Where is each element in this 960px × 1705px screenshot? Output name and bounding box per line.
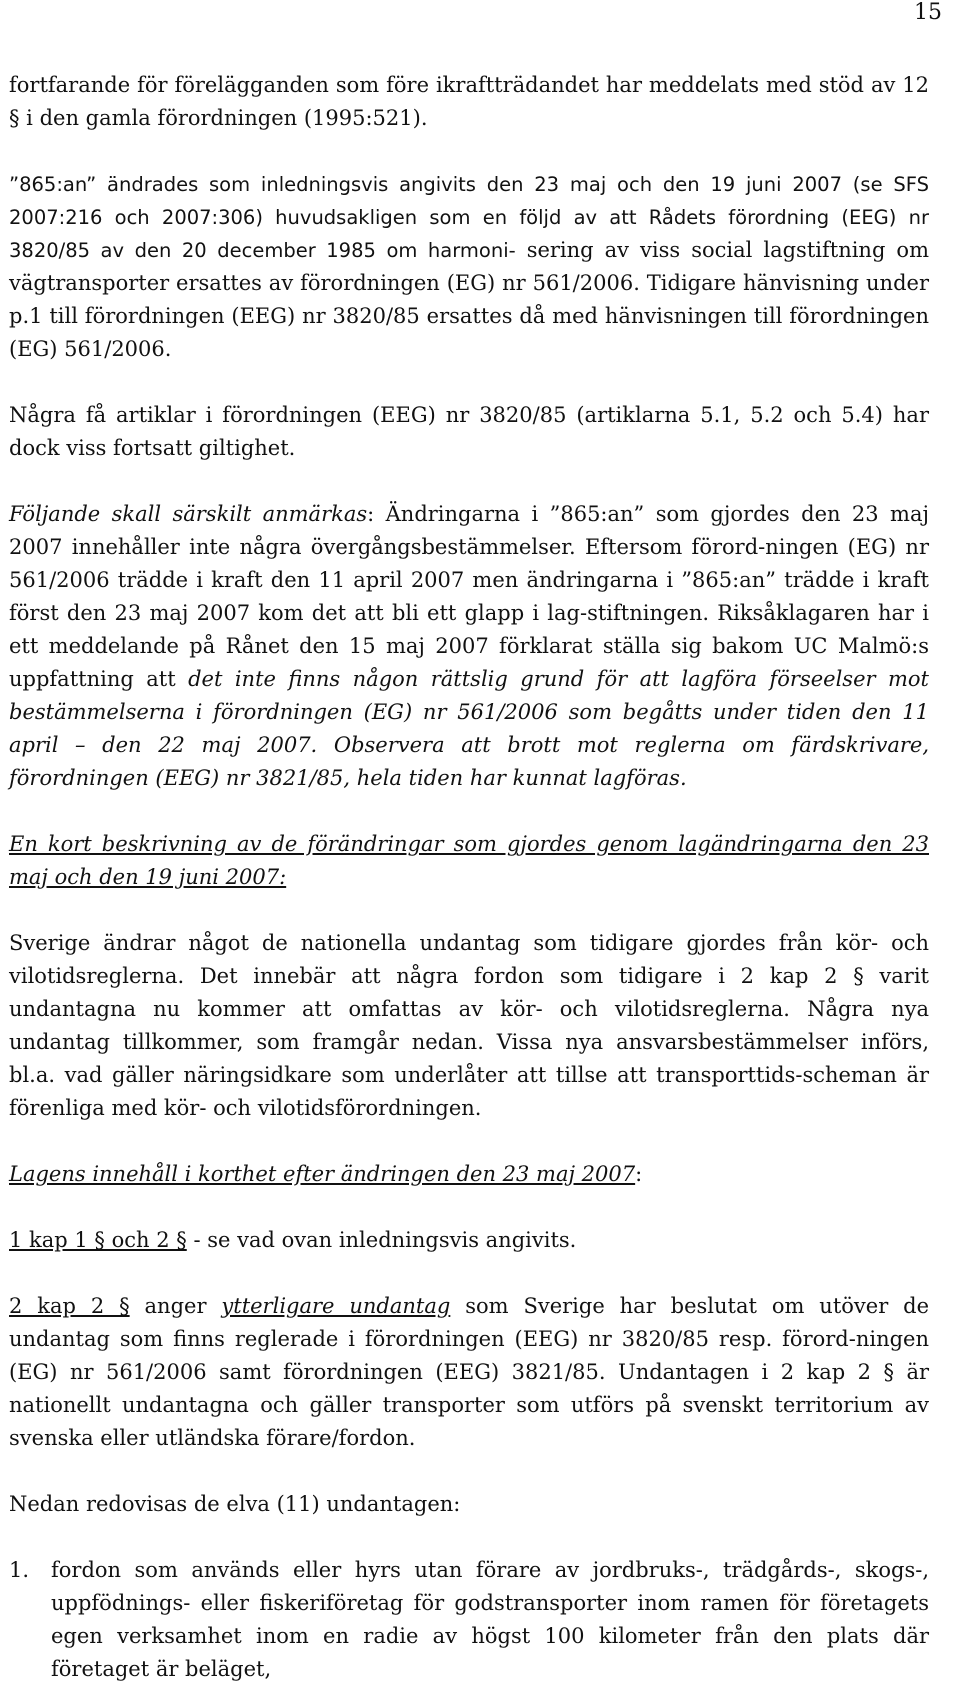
section-heading-changes: En kort beskrivning av de förändringar som gjordes genom lagändringarna den 23 maj och den 19 juni 2007: <box>9 832 929 889</box>
document-body <box>9 69 929 1686</box>
paragraph-sweden-changes: Sverige ändrar något de nationella undantag som tidigare gjordes från kör- och vilotidsreglerna. Det innebär att några fordon som tidigare i 2 kap 2 § varit undantagna nu kommer att omfattas av kör- och vilotidsreglerna. Några nya undantag tillkommer, som framgår nedan. Vissa nya ansvarsbestämmelser införs, bl.a. vad gäller näringsidkare som underlåter att tillse att transporttids-scheman är förenliga med kör- och vilotidsförordningen. <box>9 931 929 1120</box>
chapter-2-anger: anger <box>129 1294 222 1318</box>
note-lead: Följande skall särskilt anmärkas <box>9 502 368 526</box>
note-italic-quote: det inte finns någon rättslig grund för att lagföra förseelser mot bestämmelserna i förordningen (EG) nr 561/2006 som begåtts under tiden den 11 april – den 22 maj 2007. Observera att brott mot reglerna om färdskrivare, förordningen (EEG) nr 3821/85, hela tiden har kunnat lagföras. <box>9 667 929 790</box>
paragraph-chapter-1 <box>9 1224 929 1257</box>
note-text: : Ändringarna i ”865:an” som gjordes den 23 maj 2007 innehåller inte några övergångsbestämmelser. Eftersom förord-ningen (EG) nr 561/2006 trädde i kraft den 11 april 2007 men ändringarna i ”865:an” trädde i kraft först den 23 maj 2007 kom det att bli ett glapp i lag-stiftningen. Riksåklagaren har i ett meddelande på Rånet den 15 maj 2007 förklarat ställa sig bakom UC Malmö:s uppfattning att <box>9 502 929 691</box>
page-number: 15 <box>914 0 942 25</box>
paragraph-continuation: fortfarande för förelägganden som före ikraftträdandet har meddelats med stöd av 12 § i den gamla förordningen (1995:521). <box>9 73 929 130</box>
section-heading-law-contents <box>9 1158 929 1191</box>
law-contents-heading-text: Lagens innehåll i korthet efter ändringen den 23 maj 2007 <box>9 1162 636 1186</box>
chapter-2-reference: 2 kap 2 § <box>9 1294 130 1318</box>
paragraph-remaining-articles: Några få artiklar i förordningen (EEG) nr 3820/85 (artiklarna 5.1, 5.2 och 5.4) har dock viss fortsatt giltighet. <box>9 403 929 460</box>
paragraph-865-changes-serif: sering av viss social lagstiftning om vägtransporter ersattes av förordningen (EG) nr 561/2006. Tidigare hänvisning under p.1 till förordningen (EEG) nr 3820/85 ersattes då med hänvisningen till förordningen (EG) 561/2006. <box>9 238 929 361</box>
law-contents-heading-colon: : <box>635 1162 643 1186</box>
paragraph-865-changes-sans: ”865:an” ändrades som inledningsvis angivits den 23 maj och den 19 juni 2007 (se SFS 2007:216 och 2007:306) huvudsakligen som en följd av att Rådets förordning (EEG) nr 3820/85 av den 20 december 1985 om harmoni- <box>9 173 929 262</box>
list-item <box>9 1554 929 1686</box>
paragraph-exceptions-intro: Nedan redovisas de elva (11) undantagen: <box>9 1492 461 1516</box>
list-item-number: 1. <box>9 1558 30 1582</box>
chapter-1-reference: 1 kap 1 § och 2 § <box>9 1228 187 1252</box>
chapter-1-text: - se vad ovan inledningsvis angivits. <box>186 1228 577 1252</box>
chapter-2-text: som Sverige har beslutat om utöver de undantag som finns reglerade i förordningen (EEG) nr 3820/85 resp. förord-ningen (EG) nr 561/2006 samt förordningen (EEG) 3821/85. Undantagen i 2 kap 2 § är nationellt undantagna och gäller transporter som utförs på svenskt territorium av svenska eller utländska förare/fordon. <box>9 1294 929 1450</box>
list-item-text: fordon som används eller hyrs utan förare av jordbruks-, trädgårds-, skogs-, uppfödnings- eller fiskeriföretag för godstransporter inom ramen för företagets egen verksamhet inom en radie av högst 100 kilometer från den plats där företaget är beläget, <box>51 1558 929 1681</box>
paragraph-chapter-2 <box>9 1290 929 1455</box>
paragraph-865-changes <box>9 168 929 366</box>
chapter-2-emphasis: ytterligare undantag <box>221 1294 451 1318</box>
paragraph-note <box>9 498 929 795</box>
